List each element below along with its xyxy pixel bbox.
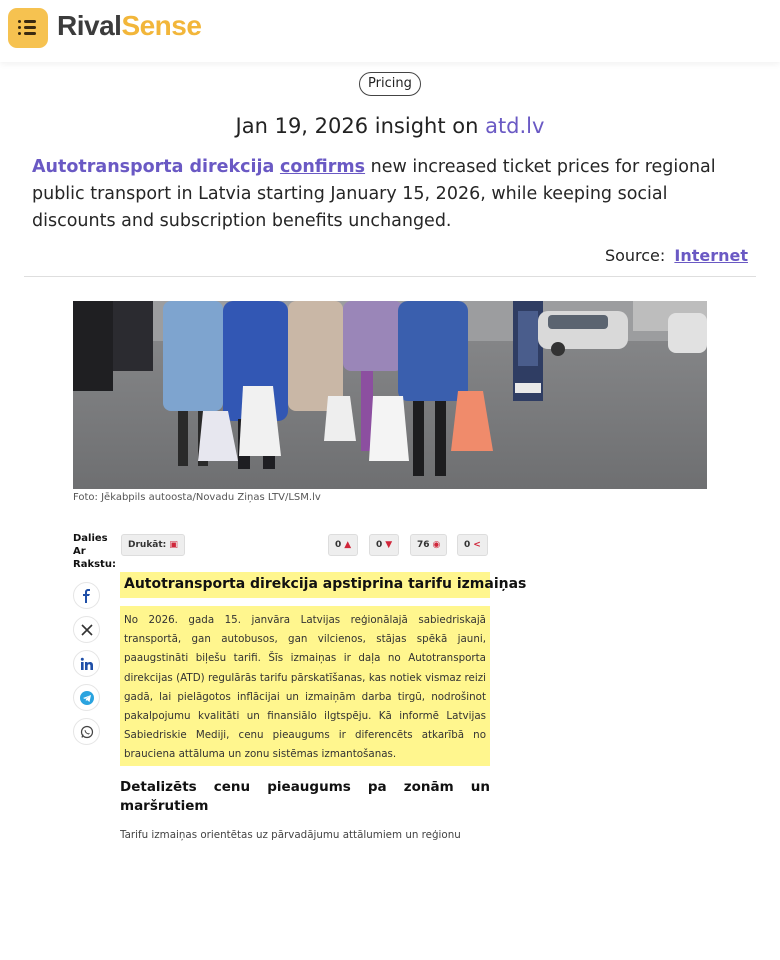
logo-icon[interactable] [8, 8, 48, 48]
thumbs-down-icon: ▼ [385, 540, 393, 550]
article-photo [73, 301, 707, 489]
views-counter [410, 534, 447, 556]
source-line [605, 246, 748, 265]
linkedin-share-button[interactable] [73, 650, 100, 677]
domain-link[interactable]: atd.lv [485, 114, 545, 138]
article-title-highlight [120, 572, 527, 598]
share-count: 0 [464, 540, 471, 550]
dislike-count: 0 [376, 540, 383, 550]
brand-logo[interactable] [57, 10, 201, 42]
printer-icon: ▣ [169, 540, 178, 550]
brand-name-part1: Rival [57, 10, 122, 41]
dislike-button[interactable] [369, 534, 399, 556]
share-label [73, 532, 116, 571]
insight-summary [32, 154, 752, 235]
company-link[interactable]: Autotransporta direkcija [32, 157, 275, 177]
facebook-share-button[interactable] [73, 582, 100, 609]
x-icon [80, 623, 94, 637]
article-title: Autotransporta direkcija apstiprina tarifu izmaiņas [124, 576, 527, 592]
whatsapp-share-button[interactable] [73, 718, 100, 745]
telegram-icon [80, 691, 94, 705]
like-button[interactable] [328, 534, 358, 556]
divider [24, 276, 756, 277]
summary-text: new increased ticket prices for regional public transport in Latvia starting January 15, 2026, while keeping social discounts and subscription benefits unchanged. [32, 157, 716, 231]
top-bar [0, 0, 780, 62]
insight-headline [0, 114, 780, 138]
source-label: Source: [604, 246, 666, 265]
headline-date: Jan 19, 2026 insight on [235, 114, 486, 138]
brand-name-part2: Sense [121, 10, 202, 41]
facebook-icon [80, 589, 94, 603]
whatsapp-icon [80, 725, 94, 739]
article-lead-paragraph: No 2026. gada 15. janvāra Latvijas reģionālajā sabiedriskajā transportā, gan autobusos, gan vilcienos, stājas spēkā jauni, paaugstināti biļešu tarifi. Šīs izmaiņas ir daļa no Autotransporta direkcijas (ATD) regulārās tarifu pārskatīšanas, kas notiek vismaz reizi gadā, lai pielāgotos inflācijai un izmaiņām darba tirgū, nodrošinot pakalpojumu kvalitāti un finansiālo ilgtspēju. Kā informē Latvijas Sabiedriskie Mediji, cenu pieaugums ir diferencēts atkarībā no brauciena attāluma un zonu sistēmas izmantošanas. [120, 606, 490, 766]
view-count: 76 [417, 540, 430, 550]
share-label-text: Dalies Ar Rakstu: [73, 533, 116, 570]
source-link[interactable]: Internet [674, 246, 748, 265]
x-share-button[interactable] [73, 616, 100, 643]
article-subheading: Detalizēts cenu pieaugums pa zonām un maršrutiem [120, 779, 490, 814]
print-label: Drukāt: [128, 540, 167, 550]
confirms-link[interactable]: confirms [279, 157, 366, 177]
telegram-share-button[interactable] [73, 684, 100, 711]
thumbs-up-icon: ▲ [344, 540, 352, 550]
linkedin-icon [80, 657, 94, 671]
share-icon: < [473, 540, 481, 550]
print-button[interactable] [121, 534, 185, 556]
article-next-paragraph: Tarifu izmaiņas orientētas uz pārvadājumu attālumiem un reģionu [120, 829, 461, 841]
share-count-button[interactable] [457, 534, 488, 556]
eye-icon: ◉ [432, 540, 441, 550]
photo-caption: Foto: Jēkabpils autoosta/Novadu Ziņas LTV/LSM.lv [73, 492, 321, 503]
like-count: 0 [335, 540, 342, 550]
category-tag[interactable]: Pricing [359, 72, 421, 96]
